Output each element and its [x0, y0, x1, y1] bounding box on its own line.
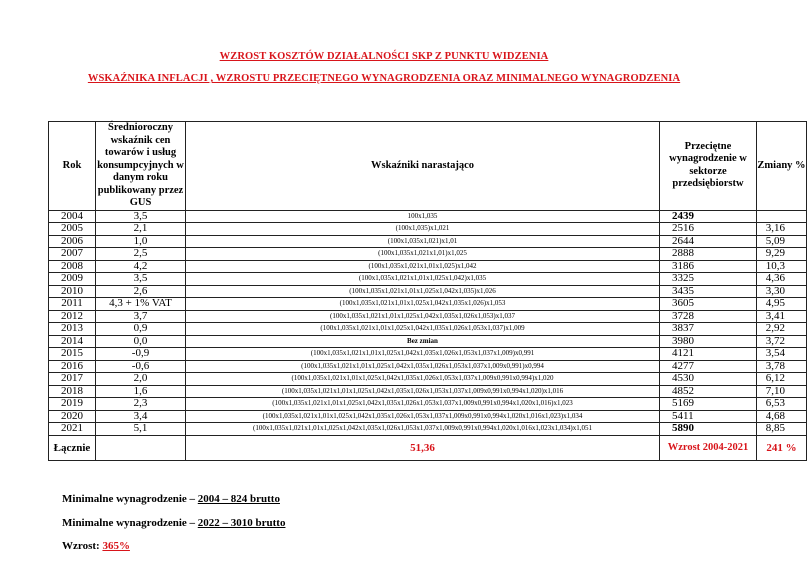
change-cell: 4,36 — [757, 273, 807, 286]
table-row — [49, 248, 807, 261]
year-cell: 2015 — [49, 348, 96, 361]
total-change-value: 241 % — [757, 435, 807, 460]
index-cell: (100x1,035x1,021x1,01)x1,025 — [186, 248, 660, 261]
wage-growth-label: Wzrost 2004-2021 — [660, 435, 757, 460]
change-cell: 4,95 — [757, 298, 807, 311]
wage-cell: 3435 — [660, 285, 757, 298]
table-row — [49, 260, 807, 273]
wage-cell: 2439 — [660, 210, 757, 223]
table-row — [49, 273, 807, 286]
min-wage-2004-label: Minimalne wynagrodzenie – — [62, 493, 198, 505]
cpi-cell: 2,6 — [96, 285, 186, 298]
year-cell: 2019 — [49, 398, 96, 411]
change-cell: 9,29 — [757, 248, 807, 261]
year-cell: 2008 — [49, 260, 96, 273]
wage-cell: 3186 — [660, 260, 757, 273]
min-wage-2022-value: 2022 – 3010 brutto — [197, 517, 286, 529]
change-cell: 3,41 — [757, 310, 807, 323]
year-cell: 2014 — [49, 335, 96, 348]
index-cell: (100x1,035x1,021x1,01x1,025x1,042x1,035x1,026x1,053x1,037x1,009x0,991x0,994x1,020)x1,016 — [186, 385, 660, 398]
table-row — [49, 285, 807, 298]
total-empty-cell — [96, 435, 186, 460]
total-row — [49, 435, 807, 460]
cpi-cell: 3,5 — [96, 210, 186, 223]
index-cell: (100x1,035x1,021x1,01x1,025x1,042x1,035x1,026x1,053x1,037x1,009x0,991x0,994)x1,020 — [186, 373, 660, 386]
wage-cell: 5411 — [660, 410, 757, 423]
year-cell: 2016 — [49, 360, 96, 373]
min-wage-growth-label: Wzrost: — [62, 540, 103, 552]
header-wage: Przeciętne wynagrodzenie w sektorze przedsiębiorstw — [660, 122, 757, 211]
cpi-cell: 3,7 — [96, 310, 186, 323]
index-cell: (100x1,035x1,021x1,01x1,025x1,042x1,035x1,026x1,053)x1,037 — [186, 310, 660, 323]
wage-cell: 4530 — [660, 373, 757, 386]
wage-cell: 3605 — [660, 298, 757, 311]
wage-cell: 3325 — [660, 273, 757, 286]
year-cell: 2021 — [49, 423, 96, 436]
wage-cell: 3728 — [660, 310, 757, 323]
change-cell — [757, 210, 807, 223]
table-row — [49, 373, 807, 386]
year-cell: 2020 — [49, 410, 96, 423]
wage-cell: 2644 — [660, 235, 757, 248]
year-cell: 2012 — [49, 310, 96, 323]
change-cell: 4,68 — [757, 410, 807, 423]
index-cell: (100x1,035x1,021x1,01x1,025x1,042x1,035x1,026x1,053x1,037x1,009x0,991)x0,994 — [186, 360, 660, 373]
table-row — [49, 410, 807, 423]
cpi-cell: 5,1 — [96, 423, 186, 436]
change-cell: 3,30 — [757, 285, 807, 298]
wage-cell: 4852 — [660, 385, 757, 398]
wage-cell: 4277 — [660, 360, 757, 373]
min-wage-2004-value: 2004 – 824 brutto — [197, 493, 280, 505]
year-cell: 2017 — [49, 373, 96, 386]
header-cpi: Średnioroczny wskaźnik cen towarów i usług konsumpcyjnych w danym roku publikowany przez GUS — [97, 122, 184, 208]
cpi-cell: -0,9 — [96, 348, 186, 361]
cpi-cell: 2,0 — [96, 373, 186, 386]
min-wage-growth-value: 365% — [102, 540, 130, 552]
index-cell: (100x1,035x1,021x1,01x1,025x1,042x1,035)x1,026 — [186, 285, 660, 298]
year-cell: 2009 — [49, 273, 96, 286]
change-cell: 10,3 — [757, 260, 807, 273]
min-wage-2022-label: Minimalne wynagrodzenie – — [62, 517, 198, 529]
cpi-cell: 4,3 + 1% VAT — [96, 298, 186, 311]
table-body — [49, 210, 807, 435]
header-index: Wskaźniki narastająco — [186, 122, 660, 211]
change-cell: 6,53 — [757, 398, 807, 411]
index-cell: (100x1,035x1,021x1,01x1,025x1,042x1,035x1,026x1,053x1,037x1,009x0,991x0,994x1,020x1,016x1,023x1,034)x1,051 — [186, 423, 660, 436]
cpi-cell: 2,1 — [96, 223, 186, 236]
year-cell: 2010 — [49, 285, 96, 298]
min-wage-2022-note — [62, 517, 285, 529]
cpi-cell: 3,5 — [96, 273, 186, 286]
year-cell: 2005 — [49, 223, 96, 236]
wage-cell: 3980 — [660, 335, 757, 348]
table-row — [49, 385, 807, 398]
change-cell: 7,10 — [757, 385, 807, 398]
change-cell: 8,85 — [757, 423, 807, 436]
table-row — [49, 235, 807, 248]
index-cell: (100x1,035x1,021x1,01x1,025x1,042x1,035x1,026x1,053x1,037x1,009)x0,991 — [186, 348, 660, 361]
min-wage-2004-note — [62, 493, 280, 505]
index-cell: (100x1,035x1,021x1,01x1,025x1,042x1,035x1,026)x1,053 — [186, 298, 660, 311]
year-cell: 2011 — [49, 298, 96, 311]
wage-cell: 4121 — [660, 348, 757, 361]
year-cell: 2007 — [49, 248, 96, 261]
cpi-cell: 4,2 — [96, 260, 186, 273]
index-cell: (100x1,035x1,021x1,01x1,025x1,042x1,035x1,026x1,053x1,037)x1,009 — [186, 323, 660, 336]
table-row — [49, 360, 807, 373]
index-cell: (100x1,035x1,021x1,01x1,025x1,042)x1,035 — [186, 273, 660, 286]
total-index-value: 51,36 — [186, 435, 660, 460]
min-wage-growth-note — [62, 540, 130, 552]
table-row — [49, 423, 807, 436]
table-row — [49, 210, 807, 223]
cpi-cell: 2,3 — [96, 398, 186, 411]
table-row — [49, 298, 807, 311]
cpi-cell: 3,4 — [96, 410, 186, 423]
cpi-cell: 0,0 — [96, 335, 186, 348]
wage-cell: 3837 — [660, 323, 757, 336]
index-cell: 100x1,035 — [186, 210, 660, 223]
table-row — [49, 310, 807, 323]
change-cell: 3,78 — [757, 360, 807, 373]
index-cell: (100x1,035x1,021)x1,01 — [186, 235, 660, 248]
year-cell: 2018 — [49, 385, 96, 398]
index-cell: Bez zmian — [186, 335, 660, 348]
data-table — [48, 121, 807, 461]
cpi-cell: 2,5 — [96, 248, 186, 261]
header-change: Zmiany % — [757, 122, 807, 211]
cpi-cell: 1,6 — [96, 385, 186, 398]
table-row — [49, 223, 807, 236]
year-cell: 2013 — [49, 323, 96, 336]
table-row — [49, 335, 807, 348]
year-cell: 2006 — [49, 235, 96, 248]
index-cell: (100x1,035x1,021x1,01x1,025x1,042x1,035x1,026x1,053x1,037x1,009x0,991x0,994x1,020x1,016x1,023)x1,034 — [186, 410, 660, 423]
cpi-cell: 0,9 — [96, 323, 186, 336]
wage-cell: 5890 — [660, 423, 757, 436]
table-row — [49, 323, 807, 336]
total-label: Łącznie — [49, 435, 96, 460]
change-cell: 3,72 — [757, 335, 807, 348]
change-cell: 6,12 — [757, 373, 807, 386]
cpi-cell: -0,6 — [96, 360, 186, 373]
change-cell: 2,92 — [757, 323, 807, 336]
index-cell: (100x1,035x1,021x1,01x1,025x1,042x1,035x1,026x1,053x1,037x1,009x0,991x0,994x1,020x1,016)x1,023 — [186, 398, 660, 411]
wage-cell: 2516 — [660, 223, 757, 236]
cpi-cell: 1,0 — [96, 235, 186, 248]
change-cell: 3,16 — [757, 223, 807, 236]
year-cell: 2004 — [49, 210, 96, 223]
table-row — [49, 348, 807, 361]
wage-cell: 2888 — [660, 248, 757, 261]
table-header-row — [49, 122, 807, 211]
change-cell: 3,54 — [757, 348, 807, 361]
header-year: Rok — [49, 122, 96, 211]
index-cell: (100x1,035x1,021x1,01x1,025)x1,042 — [186, 260, 660, 273]
change-cell: 5,09 — [757, 235, 807, 248]
title-line-2: WSKAŹNIKA INFLACJI , WZROSTU PRZECIĘTNEGO WYNAGRODZENIA ORAZ MINIMALNEGO WYNAGRODZENIA — [87, 73, 681, 84]
index-cell: (100x1,035)x1,021 — [186, 223, 660, 236]
table-row — [49, 398, 807, 411]
title-line-1: WZROST KOSZTÓW DZIAŁALNOŚCI SKP Z PUNKTU WIDZENIA — [219, 51, 549, 62]
wage-cell: 5169 — [660, 398, 757, 411]
